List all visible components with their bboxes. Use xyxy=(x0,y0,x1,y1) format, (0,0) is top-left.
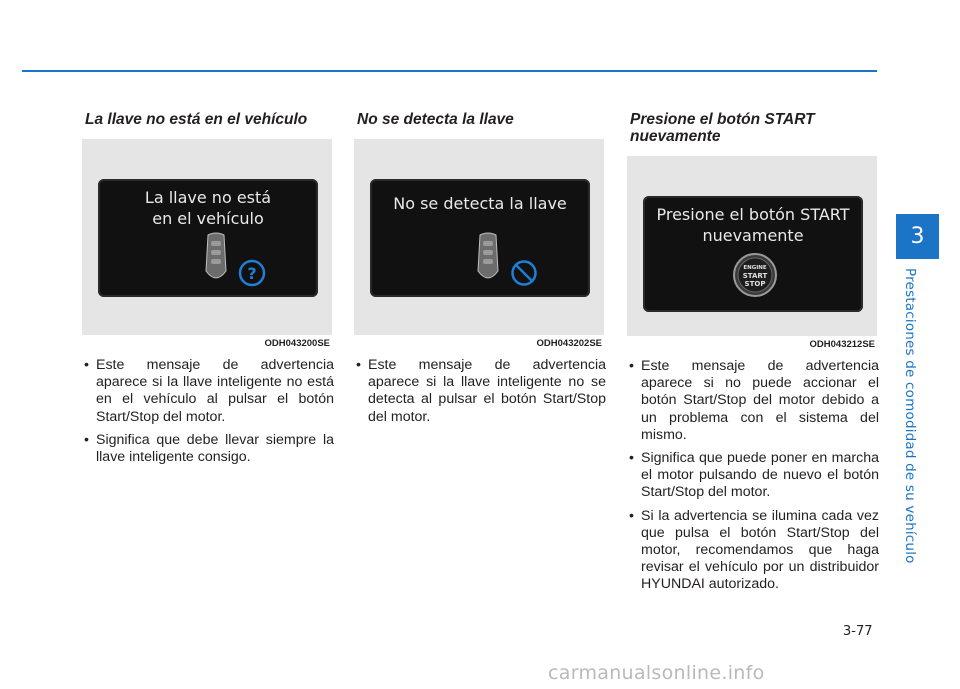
display-message-line2: en el vehículo xyxy=(152,209,264,228)
heading-line2: nuevamente xyxy=(630,128,721,145)
chapter-title: Prestaciones de comodidad de su vehículo xyxy=(902,268,918,564)
cluster-display xyxy=(98,179,318,297)
display-message-line2: nuevamente xyxy=(702,226,804,245)
question-icon xyxy=(238,259,266,287)
button-label-stop: STOP xyxy=(744,280,766,288)
warning-illustration xyxy=(82,139,332,349)
section-key-not-in-vehicle xyxy=(82,111,334,472)
warning-illustration xyxy=(354,139,604,349)
bullet-list xyxy=(627,358,879,594)
smart-key-icon xyxy=(474,231,502,283)
bullet-list xyxy=(82,357,334,466)
display-message-line1: No se detecta la llave xyxy=(393,194,567,213)
list-item: • Significa que puede poner en marcha el motor pulsando de nuevo el botón Start/Stop del motor. xyxy=(627,450,879,502)
image-code: ODH043202SE xyxy=(536,338,602,349)
section-heading: La llave no está en el vehículo xyxy=(85,111,308,128)
section-heading: No se detecta la llave xyxy=(357,111,514,128)
section-heading xyxy=(630,111,879,145)
list-item: • Este mensaje de advertencia aparece si la llave inteligente no se detecta al pulsar el botón Start/Stop del motor. xyxy=(354,357,606,426)
section-key-not-detected xyxy=(354,111,606,432)
button-label-start: START xyxy=(742,272,768,280)
prohibited-icon xyxy=(510,259,538,287)
image-code: ODH043200SE xyxy=(264,338,330,349)
list-item: • Si la advertencia se ilumina cada vez que pulsa el botón Start/Stop del motor, recomendamos que haga revisar el vehículo por un distribuidor HYUNDAI autorizado. xyxy=(627,508,879,594)
heading-line1: Presione el botón START xyxy=(630,111,815,128)
cluster-display xyxy=(370,179,590,297)
display-message-line1: Presione el botón START xyxy=(656,205,850,224)
warning-illustration xyxy=(627,156,877,350)
section-press-start-again xyxy=(627,111,879,600)
list-item: • Significa que debe llevar siempre la llave inteligente consigo. xyxy=(82,432,334,466)
bullet-list xyxy=(354,357,606,426)
svg-text:?: ? xyxy=(247,264,257,283)
chapter-tab: 3 xyxy=(896,214,939,259)
button-label-engine: ENGINE xyxy=(743,265,767,271)
page-number: 3-77 xyxy=(843,624,873,639)
display-message-line1: La llave no está xyxy=(144,188,272,207)
image-code: ODH043212SE xyxy=(809,339,875,350)
smart-key-icon xyxy=(202,231,230,283)
watermark: carmanualsonline.info xyxy=(548,662,765,684)
engine-start-stop-button-icon xyxy=(732,252,778,298)
cluster-display xyxy=(643,196,863,312)
list-item: • Este mensaje de advertencia aparece si no puede accionar el botón Start/Stop del motor debido a un problema con el sistema del mismo. xyxy=(627,358,879,444)
list-item: • Este mensaje de advertencia aparece si la llave inteligente no está en el vehículo al pulsar el botón Start/Stop del motor. xyxy=(82,357,334,426)
header-rule xyxy=(22,70,877,72)
